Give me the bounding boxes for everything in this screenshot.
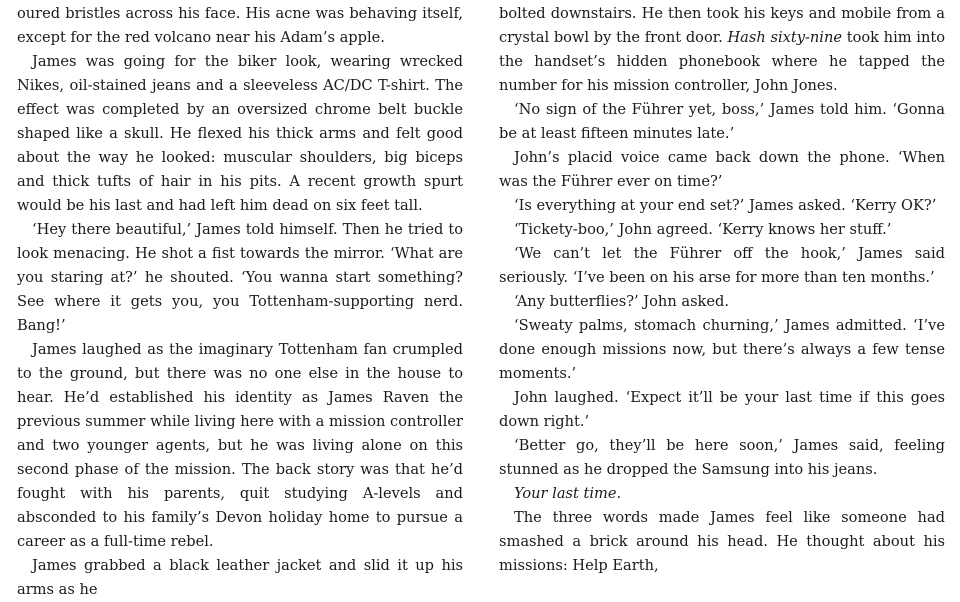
paragraph (17, 2, 463, 50)
paragraph-text-emphasis: Hash sixty-nine (727, 29, 842, 46)
paragraph (17, 338, 463, 554)
paragraph-text: ‘Any butterflies?’ John asked. (514, 293, 730, 310)
left-page (17, 2, 463, 598)
paragraph-text: ‘No sign of the Führer yet, boss,’ James told him. ‘Gonna be at least fifteen minutes late.’ (499, 101, 945, 142)
paragraph-text: oured bristles across his face. His acne was behaving itself, except for the red volcano near his Adam’s apple. (17, 5, 463, 46)
paragraph (499, 98, 945, 146)
paragraph (17, 50, 463, 218)
paragraph (499, 434, 945, 482)
paragraph-text: bolted downstairs. He then took his keys and mobile from a crystal bowl by the front door. (499, 5, 945, 46)
paragraph-text: ‘We can’t let the Führer off the hook,’ James said seriously. ‘I’ve been on his arse for more than ten months.’ (499, 245, 945, 286)
paragraph-text: ‘Tickety-boo,’ John agreed. ‘Kerry knows her stuff.’ (514, 221, 892, 238)
paragraph (499, 146, 945, 194)
paragraph (499, 194, 945, 218)
paragraph-text: The three words made James feel like someone had smashed a brick around his head. He thought about his missions: Help Earth, (499, 509, 945, 574)
paragraph-text: ‘Better go, they’ll be here soon,’ James said, feeling stunned as he dropped the Samsung into his jeans. (499, 437, 945, 478)
paragraph-text: ‘Hey there beautiful,’ James told himself. Then he tried to look menacing. He shot a fist towards the mirror. ‘What are you staring at?’ he shouted. ‘You wanna start something? See where it gets you, you Tottenham-supporting nerd. Bang!’ (17, 221, 463, 334)
paragraph (499, 242, 945, 290)
paragraph-text: James was going for the biker look, wearing wrecked Nikes, oil-stained jeans and a sleeveless AC/DC T-shirt. The effect was completed by an oversized chrome belt buckle shaped like a skull. He flexed his thick arms and felt good about the way he looked: muscular shoulders, big biceps and thick tufts of hair in his pits. A recent growth spurt would be his last and had left him dead on six feet tall. (17, 53, 463, 214)
paragraph (499, 218, 945, 242)
paragraph-text: took him into the handset’s hidden phonebook where he tapped the number for his mission controller, John Jones. (499, 29, 946, 94)
paragraph (499, 482, 945, 506)
paragraph-text: James laughed as the imaginary Tottenham fan crumpled to the ground, but there was no one else in the house to hear. He’d established his identity as James Raven the previous summer while living here with a mission controller and two younger agents, but he was living alone on this second phase of the mission. The back story was that he’d fought with his parents, quit studying A-levels and absconded to his family’s Devon holiday home to pursue a career as a full-time rebel. (17, 341, 463, 550)
paragraph-text: James grabbed a black leather jacket and slid it up his arms as he (17, 557, 463, 598)
paragraph (499, 290, 945, 314)
paragraph (17, 554, 463, 602)
paragraph-text-emphasis: Your last time (514, 485, 617, 502)
paragraph-text: . (616, 485, 622, 502)
paragraph (499, 314, 945, 386)
paragraph-text: ‘Sweaty palms, stomach churning,’ James admitted. ‘I’ve done enough missions now, but there’s always a few tense moments.’ (499, 317, 945, 382)
paragraph-text: John’s placid voice came back down the phone. ‘When was the Führer ever on time?’ (499, 149, 945, 190)
paragraph-text: John laughed. ‘Expect it’ll be your last time if this goes down right.’ (499, 389, 945, 430)
paragraph (499, 2, 945, 98)
paragraph-text: ‘Is everything at your end set?’ James asked. ‘Kerry OK?’ (514, 197, 937, 214)
paragraph (17, 218, 463, 338)
right-page (499, 2, 946, 574)
paragraph (499, 506, 945, 578)
paragraph (499, 386, 945, 434)
